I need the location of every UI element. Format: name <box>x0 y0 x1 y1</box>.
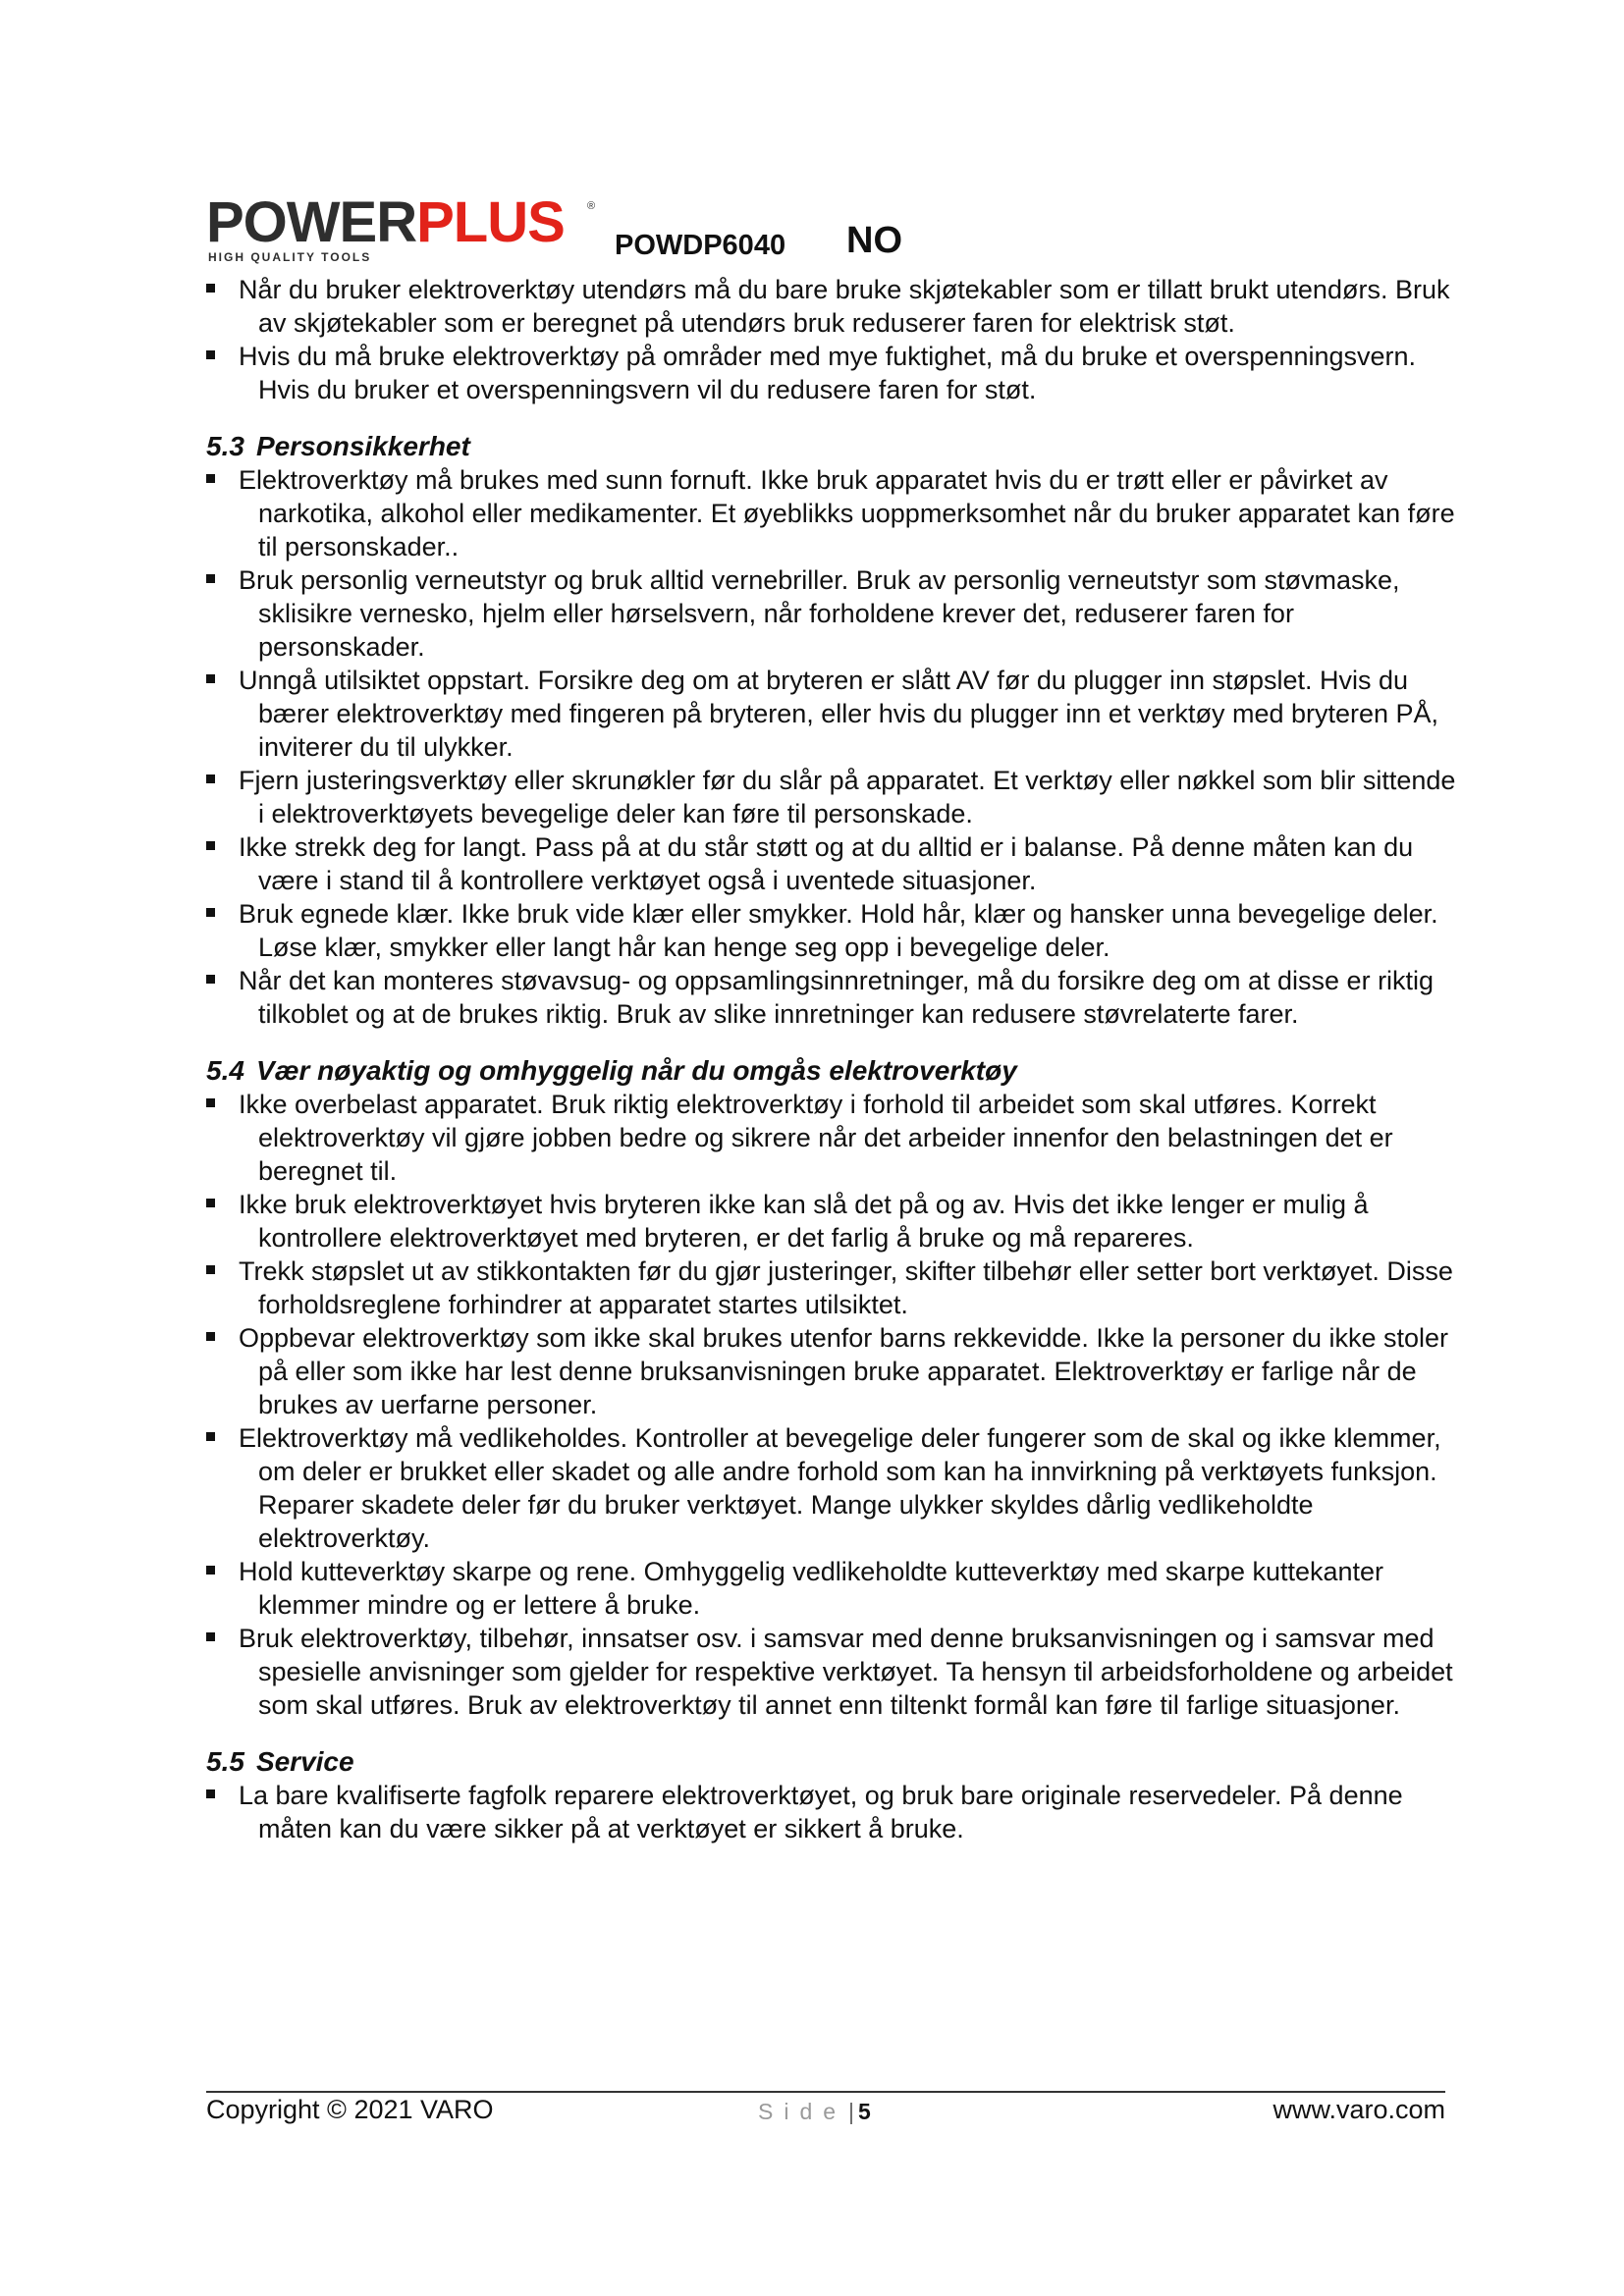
list-item <box>206 897 1463 964</box>
list-item-text: Ikke overbelast apparatet. Bruk riktig elektroverktøy i forhold til arbeidet som skal utføres. Korrekt elektroverktøy vil gjøre jobben bedre og sikrere når det arbeider innenfor den belastningen det er beregnet til. <box>239 1090 1393 1186</box>
copyright-text: Copyright © 2021 VARO <box>206 2095 494 2124</box>
list-item-text: Når du bruker elektroverktøy utendørs må du bare bruke skjøtekabler som er tillatt brukt utendørs. Bruk av skjøtekabler som er beregnet på utendørs bruk reduserer faren for elektrisk støt. <box>239 275 1450 338</box>
section-title: Vær nøyaktig og omhyggelig når du omgås elektroverktøy <box>255 1055 1017 1086</box>
list-item-text: Når det kan monteres støvavsug- og oppsamlingsinnretninger, må du forsikre deg om at disse er riktig tilkoblet og at de brukes riktig. Bruk av slike innretninger kan redusere støvrelaterte farer. <box>239 966 1435 1029</box>
website-url[interactable]: www.varo.com <box>1272 2095 1445 2124</box>
logo-power-text: POWER <box>206 190 417 254</box>
section-title: Personsikkerhet <box>255 431 470 461</box>
page-header <box>206 190 1463 285</box>
list-item <box>206 1622 1463 1722</box>
logo-tagline: HIGH QUALITY TOOLS <box>208 250 372 264</box>
list-item-text: Hvis du må bruke elektroverktøy på områder med mye fuktighet, må du bruke et overspenningsvern. Hvis du bruker et overspenningsvern vil du redusere faren for støt. <box>239 342 1417 404</box>
page-separator: | <box>848 2099 855 2124</box>
powerplus-logo <box>206 190 596 265</box>
section-heading-5-5 <box>206 1745 1463 1779</box>
list-item <box>206 664 1463 764</box>
section-heading-5-4 <box>206 1054 1463 1088</box>
page-footer <box>206 2091 1445 2132</box>
list-item-text: Trekk støpslet ut av stikkontakten før du gjør justeringer, skifter tilbehør eller setter bort verktøyet. Disse forholdsreglene forhindrer at apparatet startes utilsiktet. <box>239 1256 1453 1319</box>
page-number: 5 <box>858 2099 871 2124</box>
section-5-4-bullet-list <box>206 1088 1463 1722</box>
bullet-square-icon <box>206 1632 215 1641</box>
section-number: 5.5 <box>206 1746 244 1777</box>
list-item-text: Hold kutteverktøy skarpe og rene. Omhyggelig vedlikeholdte kutteverktøy med skarpe kuttekanter klemmer mindre og er lettere å bruke. <box>239 1557 1384 1620</box>
list-item <box>206 764 1463 830</box>
model-number: POWDP6040 <box>615 230 786 261</box>
logo-plus-text: PLUS <box>416 190 565 254</box>
list-item <box>206 964 1463 1031</box>
bullet-square-icon <box>206 774 215 783</box>
page-indicator <box>758 2099 871 2125</box>
list-item <box>206 1088 1463 1188</box>
bullet-square-icon <box>206 574 215 583</box>
bullet-square-icon <box>206 1566 215 1575</box>
bullet-square-icon <box>206 1432 215 1441</box>
bullet-square-icon <box>206 1789 215 1798</box>
section-number: 5.4 <box>206 1055 244 1086</box>
registered-mark: ® <box>587 200 596 212</box>
list-item-text: Elektroverktøy må vedlikeholdes. Kontroller at bevegelige deler fungerer som de skal og ikke klemmer, om deler er brukket eller skadet og alle andre forhold som kan ha innvirkning på verktøyets funksjon. Reparer skadete deler før du bruker verktøyet. Mange ulykker skyldes dårlig vedlikeholdte elektroverktøy. <box>239 1423 1441 1553</box>
list-item-text: Ikke strekk deg for langt. Pass på at du står støtt og at du alltid er i balanse. På denne måten kan du være i stand til å kontrollere verktøyet også i uventede situasjoner. <box>239 832 1414 895</box>
list-item-text: Oppbevar elektroverktøy som ikke skal brukes utenfor barns rekkevidde. Ikke la personer du ikke stoler på eller som ikke har lest denne bruksanvisningen bruke apparatet. Elektroverktøy er farlige når de brukes av uerfarne personer. <box>239 1323 1449 1419</box>
list-item <box>206 1779 1463 1845</box>
bullet-square-icon <box>206 1199 215 1207</box>
bullet-square-icon <box>206 1332 215 1341</box>
list-item <box>206 1188 1463 1255</box>
section-heading-5-3 <box>206 430 1463 463</box>
list-item <box>206 463 1463 563</box>
bullet-square-icon <box>206 284 215 293</box>
section-title: Service <box>255 1746 354 1777</box>
bullet-square-icon <box>206 908 215 917</box>
list-item-text: Elektroverktøy må brukes med sunn fornuft. Ikke bruk apparatet hvis du er trøtt eller er påvirket av narkotika, alkohol eller medikamenter. Et øyeblikks uoppmerksomhet når du bruker apparatet kan føre til personskader.. <box>239 465 1455 561</box>
list-item <box>206 1255 1463 1321</box>
bullet-square-icon <box>206 1265 215 1274</box>
list-item <box>206 563 1463 664</box>
bullet-square-icon <box>206 474 215 483</box>
list-item-text: Bruk egnede klær. Ikke bruk vide klær eller smykker. Hold hår, klær og hansker unna bevegelige deler. Løse klær, smykker eller langt hår kan henge seg opp i bevegelige deler. <box>239 899 1438 962</box>
list-item-text: Fjern justeringsverktøy eller skrunøkler før du slår på apparatet. Et verktøy eller nøkkel som blir sittende i elektroverktøyets bevegelige deler kan føre til personskade. <box>239 766 1456 828</box>
list-item <box>206 340 1463 406</box>
page-label: Side <box>758 2099 847 2124</box>
list-item-text: Ikke bruk elektroverktøyet hvis bryteren ikke kan slå det på og av. Hvis det ikke lenger er mulig å kontrollere elektroverktøyet med bryteren, er det farlig å bruke og må repareres. <box>239 1190 1369 1253</box>
section-5-3-bullet-list <box>206 463 1463 1031</box>
section-number: 5.3 <box>206 431 244 461</box>
list-item <box>206 1555 1463 1622</box>
intro-bullet-list <box>206 273 1463 406</box>
bullet-square-icon <box>206 1098 215 1107</box>
list-item <box>206 1321 1463 1421</box>
list-item <box>206 830 1463 897</box>
list-item <box>206 1421 1463 1555</box>
list-item-text: Bruk personlig verneutstyr og bruk alltid vernebriller. Bruk av personlig verneutstyr som støvmaske, sklisikre vernesko, hjelm eller hørselsvern, når forholdene krever det, reduserer faren for personskader. <box>239 565 1400 662</box>
language-code: NO <box>846 220 902 261</box>
document-body <box>206 273 1463 1845</box>
list-item-text: La bare kvalifiserte fagfolk reparere elektroverktøyet, og bruk bare originale reservedeler. På denne måten kan du være sikker på at verktøyet er sikkert å bruke. <box>239 1781 1403 1843</box>
list-item <box>206 273 1463 340</box>
bullet-square-icon <box>206 841 215 850</box>
list-item-text: Unngå utilsiktet oppstart. Forsikre deg om at bryteren er slått AV før du plugger inn støpslet. Hvis du bærer elektroverktøy med fingeren på bryteren, eller hvis du plugger inn et verktøy med bryteren PÅ, inviterer du til ulykker. <box>239 666 1439 762</box>
section-5-5-bullet-list <box>206 1779 1463 1845</box>
bullet-square-icon <box>206 975 215 984</box>
bullet-square-icon <box>206 674 215 683</box>
list-item-text: Bruk elektroverktøy, tilbehør, innsatser osv. i samsvar med denne bruksanvisningen og i samsvar med spesielle anvisninger som gjelder for respektive verktøyet. Ta hensyn til arbeidsforholdene og arbeidet som skal utføres. Bruk av elektroverktøy til annet enn tiltenkt formål kan føre til farlige situasjoner. <box>239 1624 1453 1720</box>
bullet-square-icon <box>206 350 215 359</box>
logo-wordmark <box>206 190 565 254</box>
